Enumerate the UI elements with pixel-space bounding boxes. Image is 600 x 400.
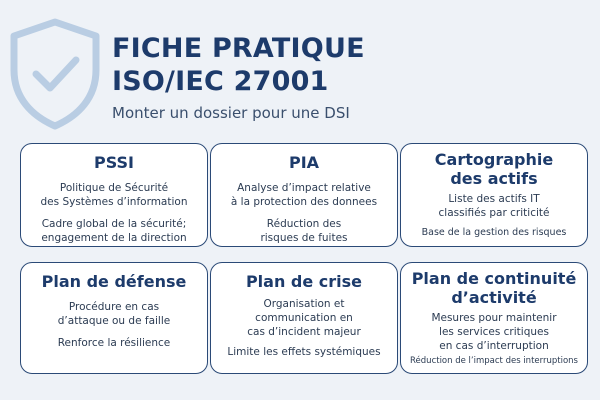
card-plan-defense [20, 262, 208, 374]
card-title-line: Cartographie [434, 150, 554, 169]
card-text: Cadre global de la sécurité; [41, 218, 187, 230]
card-text: risques de fuites [260, 232, 348, 244]
card-text: Politique de Sécurité [59, 182, 169, 194]
card-text: cas d’incident majeur [247, 326, 361, 338]
card-text: en cas d’interruption [439, 340, 549, 352]
card-title [401, 269, 587, 307]
card-text: Base de la gestion des risques [421, 227, 567, 238]
page-subtitle: Monter un dossier pour une DSI [112, 104, 350, 122]
card-plan-continuite [400, 262, 588, 374]
card-text: d’attaque ou de faille [57, 315, 171, 327]
header [112, 32, 582, 122]
card-pia [210, 143, 398, 247]
card-text: communication en [255, 312, 353, 324]
card-title-line: d’activité [451, 288, 537, 307]
card-text: Réduction de l’impact des interruptions [410, 356, 578, 366]
card-text: à la protection des donnees [230, 196, 378, 208]
page-title-line-1: FICHE PRATIQUE [112, 33, 365, 64]
card-text: Réduction des [266, 218, 342, 230]
card-pssi [20, 143, 208, 247]
card-text: les services critiques [439, 326, 549, 338]
card-text: Liste des actifs IT [448, 193, 540, 205]
card-cartographie [400, 143, 588, 247]
card-text: Mesures pour maintenir [431, 312, 557, 324]
card-title: Plan de défense [41, 272, 187, 291]
shield-check-icon [8, 18, 102, 130]
card-title: PIA [288, 153, 320, 172]
page-title-line-2: ISO/IEC 27001 [112, 66, 329, 97]
card-text: Limite les effets systémiques [227, 346, 381, 358]
card-text: Organisation et [263, 298, 345, 310]
card-text: Analyse d’impact relative [237, 182, 371, 194]
card-title: PSSI [93, 153, 134, 172]
card-text: des Systèmes d’information [40, 196, 188, 208]
card-text: classifiés par criticité [438, 207, 550, 219]
card-text: Procédure en cas [68, 301, 160, 313]
card-text: Renforce la résilience [57, 337, 171, 349]
card-title: Plan de crise [245, 272, 363, 291]
card-text: engagement de la direction [41, 232, 187, 244]
card-title [401, 150, 587, 188]
card-plan-crise [210, 262, 398, 374]
card-title-line: Plan de continuité [411, 269, 577, 288]
card-title-line: des actifs [450, 169, 538, 188]
